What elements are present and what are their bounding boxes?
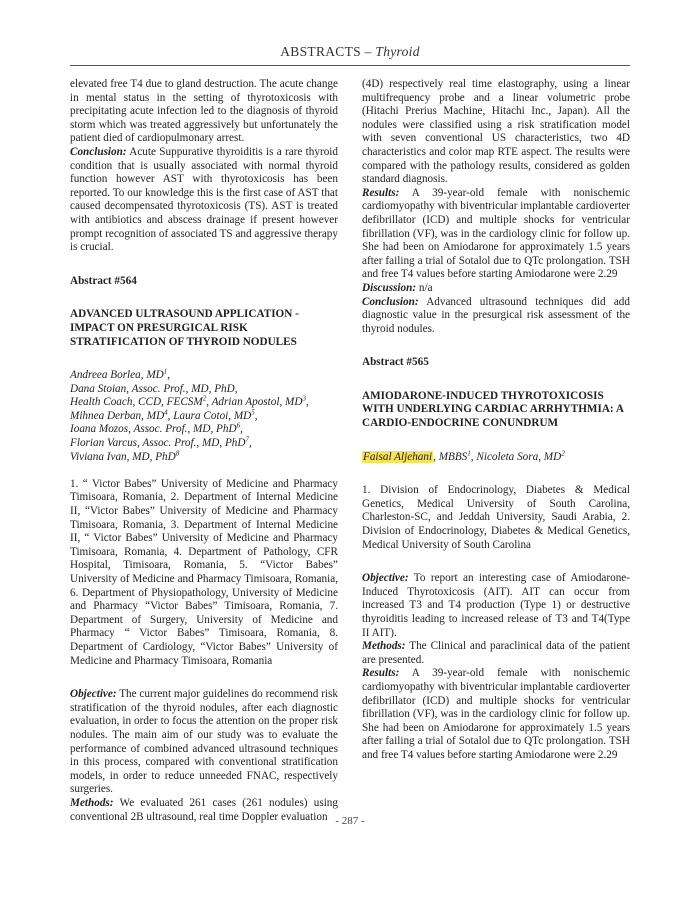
right-column: [362, 78, 630, 763]
results-label: Results:: [362, 667, 400, 680]
methods-paragraph: [362, 640, 630, 667]
results-label: Results:: [362, 186, 400, 199]
abstract-title: AMIODARONE-INDUCED THYROTOXICOSIS WITH UNDERLYING CARDIAC ARRHYTHMIA: A CARDIO-ENDOCRINE CONUNDRUM: [362, 389, 624, 430]
results-paragraph: [362, 187, 630, 282]
abstract-number: Abstract #564: [70, 274, 137, 287]
conclusion-text: Acute Suppurative thyroiditis is a rare thyroid condition that is usually associated with normal thyroid function however AST with thyrotoxicosis has been reported. To our knowledge this is the first case of AST that caused decompensated thyrotoxicosis (TS). AST is treated with antibiotics and abscess drainage if present however prompt recognition of associated TS and aggressive therapy is crucial.: [70, 145, 338, 254]
discussion-paragraph: [362, 282, 630, 296]
author-list: Faisal Aljehani, MBBS$^1$, Nicoleta Sora, $MD^2$: [363, 448, 565, 463]
conclusion-label: Conclusion:: [362, 295, 419, 308]
results-paragraph: [362, 667, 630, 762]
header-topic: Thyroid: [375, 44, 420, 59]
abstract-title: ADVANCED ULTRASOUND APPLICATION - IMPACT ON PRESURGICAL RISK STRATIFICATION OF THYROID NODULES: [70, 308, 299, 348]
discussion-label: Discussion:: [362, 281, 417, 294]
page-number: - 287 -: [335, 815, 365, 827]
conclusion-paragraph: [70, 146, 338, 255]
affiliations: 1. Division of Endocrinology, Diabetes & Medical Genetics, Medical University of South Carolina, Charleston-SC, and Jeddah University, Saudi Arabia, 2. Division of Endocrinology, Diabetes & Medical Genetics, Medical University of South Carolina: [362, 484, 630, 551]
author-list: Andreea Borlea, $MD^1$, Dana Stoian, Assoc. Prof., MD, PhD, Health Coach, CCD, FECSM$^2$, Adrian Apostol, $MD^3$, Mihnea Derban, $MD^4$, Laura Cotoi, $MD^5$, Ioana Mozos, Assoc. Prof., MD, PhD$^6$, Florian Varcus, Assoc. Prof., MD, PhD$^7$, Viviana Ivan, MD, PhD$^8$: [70, 367, 309, 463]
objective-text: The current major guidelines do recommend risk stratification of the thyroid nodules, after each diagnostic evaluation, in order to focus the attention on the proper risk nodules. The main aim of our study was to evaluate the performance of combined advanced ultrasound techniques in this process, compared with conventional stratification models, in order to reduce unneeded FNAC, respectively surgeries.: [70, 688, 338, 796]
discussion-text: n/a: [416, 281, 433, 294]
objective-text: To report an interesting case of Amiodarone-Induced Thyrotoxicosis (AIT). AIT can occur from increased T3 and T4 production (Type 1) or destructive thyroiditis leading to increased release of T3 and T4(Type II AIT).: [362, 572, 630, 639]
highlighted-author: Faisal Aljehani: [363, 450, 433, 463]
results-text: A 39-year-old female with nonischemic cardiomyopathy with biventricular implantable cardioverter defibrillator (ICD) and multiple shocks for ventricular fibrillation (VF), was in the cardiology clinic for follow up. She had been on Amiodarone for approximately 1.5 years after failing a trial of Sotalol due to QTc prolongation. TSH and free T4 values before starting Amiodarone were 2.29: [362, 186, 630, 281]
continued-text: (4D) respectively real time elastography, using a linear multifrequency probe and a linear volumetric probe (Hitachi Prerius Machine, Hitachi Inc., Japan). All the nodules were classified using a risk stratification model with seven conventional US characteristics, two 4D characteristics and color map RTE aspect. The results were compared with the pathology results, considered as golden standard diagnosis.: [362, 78, 630, 186]
objective-paragraph: [362, 572, 630, 640]
running-header: [0, 44, 700, 60]
objective-label: Objective:: [70, 688, 117, 701]
objective-label: Objective:: [362, 572, 409, 585]
methods-label: Methods:: [362, 640, 406, 653]
left-column: [70, 78, 338, 824]
header-section: ABSTRACTS: [280, 44, 361, 59]
abstract-number: Abstract #565: [362, 356, 429, 369]
results-text: A 39-year-old female with nonischemic cardiomyopathy with biventricular implantable cardioverter defibrillator (ICD) and multiple shocks for ventricular fibrillation (VF), was in the cardiology clinic for follow up. She had been on Amiodarone for approximately 1.5 years after failing a trial of Sotalol due to QTc prolongation. TSH and free T4 values before starting Amiodarone were 2.29: [362, 667, 630, 761]
objective-paragraph: [70, 688, 338, 797]
conclusion-text: Advanced ultrasound techniques did add diagnostic value in the presurgical risk assessment of the thyroid nodules.: [362, 295, 630, 335]
header-dash: –: [360, 44, 376, 59]
methods-text: The Clinical and paraclinical data of the patient are presented.: [362, 640, 630, 666]
continued-text: elevated free T4 due to gland destruction. The acute change in mental status in the setting of thyrotoxicosis with precipitating acute infection led to the diagnosis of thyroid storm which was treated aggressively but unfortunately the patient died of cardiopulmonary arrest.: [70, 78, 338, 145]
conclusion-label: Conclusion:: [70, 145, 127, 158]
methods-label: Methods:: [70, 796, 114, 809]
conclusion-paragraph: [362, 296, 630, 337]
affiliations: 1. “ Victor Babes” University of Medicine and Pharmacy Timisoara, Romania, 2. Department of Internal Medicine II, “Victor Babes” University of Medicine and Pharmacy Timisoara, Romania, 3. Department of Internal Medicine II, “ Victor Babes” University of Medicine and Pharmacy Timisoara, Romania, 4. Department of Pathology, CFR Hospital, Timisoara, Romania, 5. “Victor Babes” University of Medicine and Pharmacy Timisoara, Romania, 6. Department of Physiopathology, University of Medicine and Pharmacy “Victor Babes” Timisoara, Romania, 7. Department of Surgery, University of Medicine and Pharmacy “ Victor Babes” Timisoara, Romania, 8. Department of Cardiology, “Victor Babes” University of Medicine and Pharmacy Timisoara, Romania: [70, 477, 338, 667]
methods-text: We evaluated 261 cases (261 nodules) using conventional 2B ultrasound, real time Doppler evaluation: [70, 796, 338, 823]
header-rule: [70, 65, 630, 66]
